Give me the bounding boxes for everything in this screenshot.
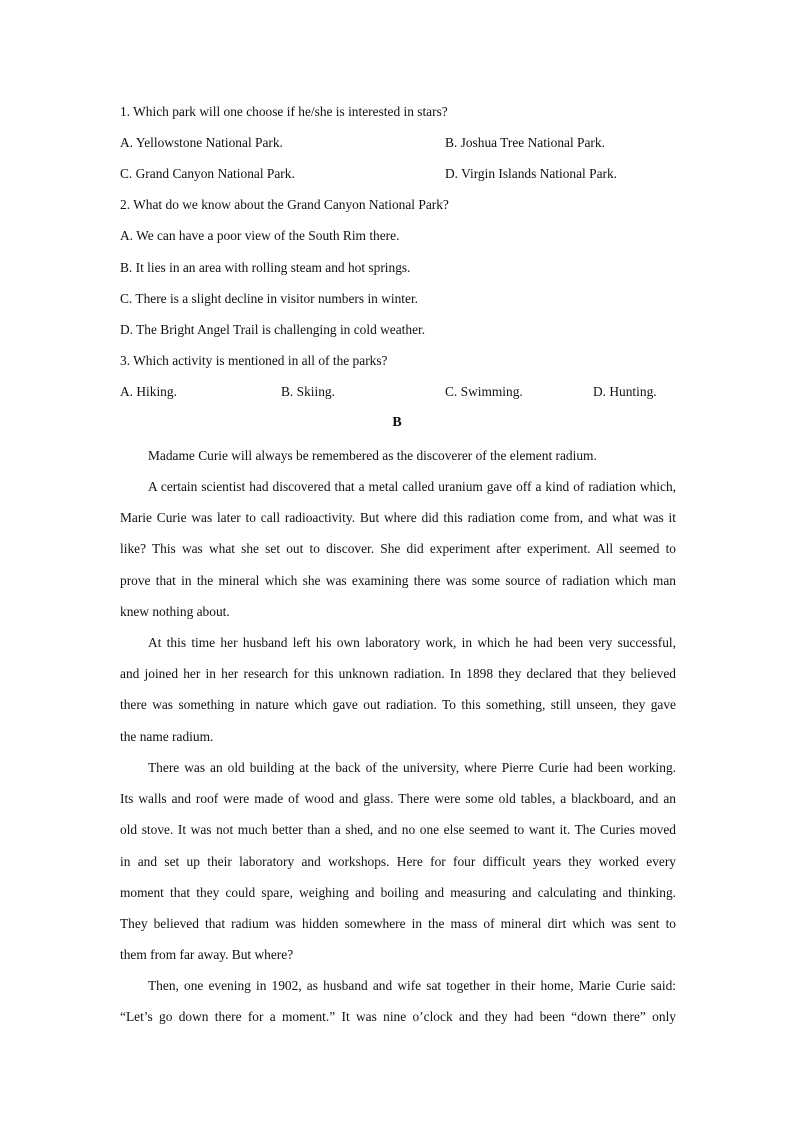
question-1-option-a: A. Yellowstone National Park. xyxy=(120,135,283,150)
paragraph-line: in and set up their laboratory and workshops. Here for four difficult years they worked every xyxy=(120,853,676,869)
section-heading: B xyxy=(392,415,402,430)
question-1-option-b: B. Joshua Tree National Park. xyxy=(445,135,605,150)
paragraph-line: A certain scientist had discovered that a metal called uranium gave off a kind of radiation which, xyxy=(148,479,676,494)
question-1-option-c: C. Grand Canyon National Park. xyxy=(120,166,295,181)
question-1-option-d: D. Virgin Islands National Park. xyxy=(445,166,618,181)
paragraph-line: there was something in nature which gave out radiation. To this something, still unseen, they gave xyxy=(120,697,676,713)
paragraph-line: like? This was what she set out to discover. She did experiment after experiment. All seemed to xyxy=(120,541,676,557)
question-3-option-d: D. Hunting. xyxy=(593,384,657,399)
passage-paragraph-3 xyxy=(120,627,676,752)
question-3-stem: 3. Which activity is mentioned in all of the parks? xyxy=(120,353,388,368)
paragraph-line: Madame Curie will always be remembered as the discoverer of the element radium. xyxy=(148,448,597,463)
question-2-option-c: C. There is a slight decline in visitor numbers in winter. xyxy=(120,291,419,306)
passage-paragraph-2 xyxy=(120,471,676,627)
question-3-option-a: A. Hiking. xyxy=(120,384,177,399)
passage-paragraph-1 xyxy=(120,440,676,471)
question-2-option-b: B. It lies in an area with rolling steam and hot springs. xyxy=(120,260,411,275)
paragraph-line: the name radium. xyxy=(120,728,214,744)
question-2-option-a: A. We can have a poor view of the South Rim there. xyxy=(120,228,400,243)
paragraph-line: prove that in the mineral which she was examining there was some source of radiation which man xyxy=(120,572,676,588)
paragraph-line: At this time her husband left his own laboratory work, in which he had been very successful, xyxy=(148,635,676,650)
paragraph-line: moment that they could spare, weighing and boiling and measuring and calculating and thinking. xyxy=(120,884,676,900)
paragraph-line: Then, one evening in 1902, as husband and wife sat together in their home, Marie Curie said: xyxy=(148,978,676,993)
paragraph-line: old stove. It was not much better than a shed, and no one else seemed to want it. The Curies moved xyxy=(120,822,676,838)
paragraph-line: “Let’s go down there for a moment.” It was nine o’clock and they had been “down there” only xyxy=(120,1009,676,1025)
question-1-stem: 1. Which park will one choose if he/she is interested in stars? xyxy=(120,104,448,119)
paragraph-line: and joined her in her research for this unknown radiation. In 1898 they declared that they believed xyxy=(120,666,676,682)
passage-paragraph-4 xyxy=(120,752,676,970)
question-2-option-d: D. The Bright Angel Trail is challenging in cold weather. xyxy=(120,322,426,337)
question-2-stem: 2. What do we know about the Grand Canyon National Park? xyxy=(120,197,449,212)
paragraph-line: Marie Curie was later to call radioactivity. But where did this radiation come from, and what was it xyxy=(120,510,676,526)
paragraph-line: There was an old building at the back of the university, where Pierre Curie had been working. xyxy=(148,760,676,775)
paragraph-line: They believed that radium was hidden somewhere in the mass of mineral dirt which was sent to xyxy=(120,916,676,932)
paragraph-line: them from far away. But where? xyxy=(120,947,294,963)
paragraph-line: Its walls and roof were made of wood and glass. There were some old tables, a blackboard, and an xyxy=(120,791,676,807)
passage-paragraph-5 xyxy=(120,970,676,1032)
question-3-option-c: C. Swimming. xyxy=(445,384,523,399)
paragraph-line: knew nothing about. xyxy=(120,603,230,619)
question-3-option-b: B. Skiing. xyxy=(281,384,335,399)
